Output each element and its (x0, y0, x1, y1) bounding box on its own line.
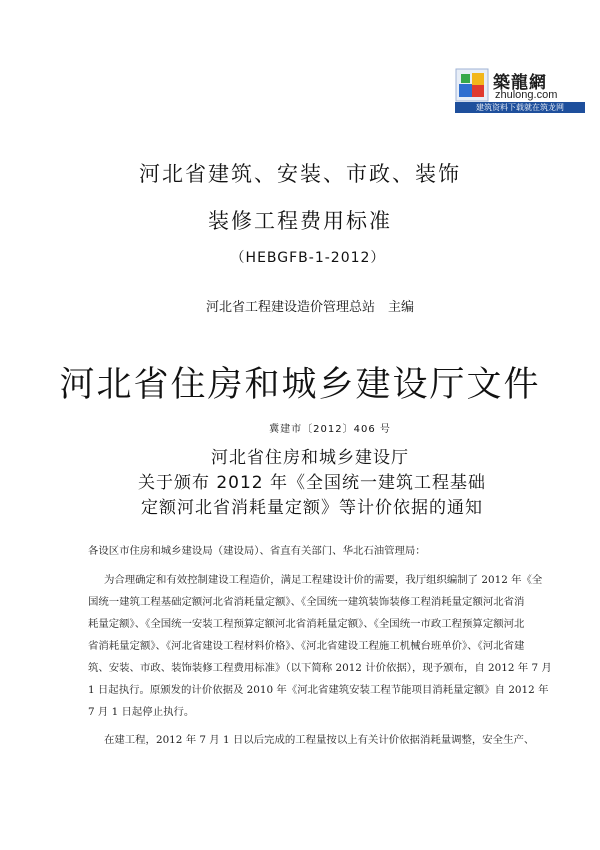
zhulong-emblem-icon (455, 68, 489, 102)
body-line: 在建工程，2012 年 7 月 1 日以后完成的工程量按以上有关计价依据消耗量调整，安全生产、 (104, 734, 535, 746)
notice-title-line: 关于颁布 2012 年《全国统一建筑工程基础 (137, 473, 487, 493)
logo-brand-name: 築龍網 (493, 73, 547, 93)
cover-title-line1: 河北省建筑、安装、市政、装饰 (139, 162, 461, 186)
standard-code: （HEBGFB-1-2012） (230, 250, 386, 266)
body-line: 筑、安装、市政、装饰装修工程费用标准》（以下简称 2012 计价依据），现予颁布，自 2012 年 7 月 (88, 662, 552, 674)
notice-title-line: 河北省住房和城乡建设厅 (211, 448, 409, 468)
notice-title-line: 定额河北省消耗量定额》等计价依据的通知 (141, 498, 483, 518)
logo-domain: zhulong.com (495, 89, 558, 101)
logo-tagline: 建筑资料下载就在筑龙网 (455, 102, 585, 113)
body-line: 耗量定额》、《全国统一安装工程预算定额河北省消耗量定额》、《全国统一市政工程预算定额河北 (88, 618, 525, 630)
body-line: 7 月 1 日起停止执行。 (88, 706, 195, 718)
cover-title-line2: 装修工程费用标准 (208, 209, 392, 233)
zhulong-logo[interactable] (455, 68, 585, 112)
body-line: 各设区市住房和城乡建设局（建设局）、省直有关部门、华北石油管理局： (88, 545, 426, 557)
body-line: 为合理确定和有效控制建设工程造价，满足工程建设计价的需要，我厅组织编制了 2012 年《全 (104, 574, 543, 586)
document-number: 冀建市〔2012〕406 号 (269, 424, 391, 435)
editor-credit: 河北省工程建设造价管理总站 主编 (205, 300, 414, 315)
body-line: 1 日起执行。原颁发的计价依据及 2010 年《河北省建筑安装工程节能项目消耗量定额》自 2012 年 (88, 684, 549, 696)
body-line: 省消耗量定额》、《河北省建设工程材料价格》、《河北省建设工程施工机械台班单价》、《河北省建 (88, 640, 525, 652)
body-line: 国统一建筑工程基础定额河北省消耗量定额》、《全国统一建筑装饰装修工程消耗量定额河北省消 (88, 596, 525, 608)
document-header-title: 河北省住房和城乡建设厅文件 (59, 365, 541, 405)
